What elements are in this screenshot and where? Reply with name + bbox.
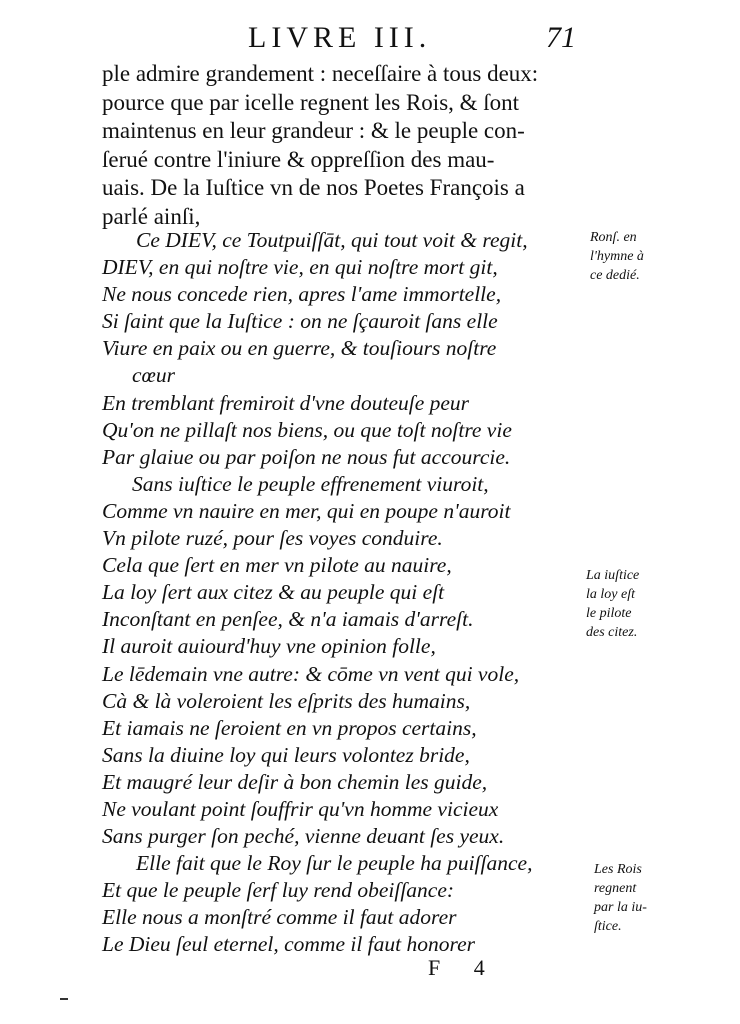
margin-note-line: l'hymne à <box>590 249 644 264</box>
verse-line: Ne voulant point ſouffrir qu'vn homme vicieux <box>102 796 499 821</box>
margin-note-line: Ronſ. en <box>590 230 637 245</box>
verse-line: Cela que ſert en mer vn pilote au nauire, <box>102 553 452 578</box>
verse-line: Et maugré leur deſir à bon chemin les guide, <box>102 769 488 794</box>
verse-line: Et iamais ne ſeroient en vn propos certains, <box>102 715 477 740</box>
margin-note-line: la loy eſt <box>586 587 635 602</box>
prose-line: ſerué contre l'iniure & oppreſſion des mau- <box>102 146 495 172</box>
verse-line: Ne nous concede rien, apres l'ame immortelle, <box>102 282 502 307</box>
prose-paragraph <box>102 60 592 232</box>
margin-note-justice <box>586 566 676 642</box>
verse-line: Vn pilote ruzé, pour ſes voyes conduire. <box>102 526 443 551</box>
running-title: LIVRE III. <box>248 21 432 54</box>
prose-line: parlé ainſi, <box>102 203 201 229</box>
margin-note-line: regnent <box>594 881 637 896</box>
verse-line: Elle nous a monſtré comme il faut adorer <box>102 905 457 930</box>
margin-note-line: La iuſtice <box>586 568 640 583</box>
verse-line: Et que le peuple ſerf luy rend obeiſſance: <box>102 878 455 903</box>
margin-note-line: des citez. <box>586 625 638 640</box>
margin-note-ronsard <box>590 228 680 285</box>
verse-line: Cà & là voleroient les eſprits des humains, <box>102 688 471 713</box>
verse-line: En tremblant fremiroit d'vne douteuſe peur <box>102 390 470 415</box>
margin-note-line: par la iu- <box>594 900 647 915</box>
signature-mark: F 4 <box>428 955 499 980</box>
verse-line: Le Dieu ſeul eternel, comme il faut honorer <box>102 932 475 957</box>
verse-line: Sans purger ſon peché, vienne deuant ſes yeux. <box>102 824 505 849</box>
verse-line: La loy ſert aux citez & au peuple qui eſt <box>102 580 445 605</box>
prose-line: pource que par icelle regnent les Rois, & ſont <box>102 89 520 115</box>
verse-line: Inconſtant en penſee, & n'a iamais d'arreſt. <box>102 607 474 632</box>
verse-line: Qu'on ne pillaſt nos biens, ou que toſt noſtre vie <box>102 417 512 442</box>
verse-line: Par glaiue ou par poiſon ne nous fut accourcie. <box>102 444 511 469</box>
margin-note-line: ce dedié. <box>590 268 640 283</box>
margin-dash <box>60 998 68 1000</box>
margin-note-line: le pilote <box>586 606 632 621</box>
verse-line: Sans iuſtice le peuple effrenement viuroit, <box>132 471 489 496</box>
verse-line: DIEV, en qui noſtre vie, en qui noſtre mort git, <box>102 255 498 280</box>
prose-line: maintenus en leur grandeur : & le peuple con- <box>102 118 525 144</box>
page-number: 71 <box>546 21 576 54</box>
margin-note-rois <box>594 860 684 936</box>
verse-line: cœur <box>132 363 175 388</box>
verse-line: Sans la diuine loy qui leurs volontez bride, <box>102 742 470 767</box>
verse-line: Viure en paix ou en guerre, & touſiours noſtre <box>102 336 497 361</box>
verse-line: Si ſaint que la Iuſtice : on ne ſçauroit ſans elle <box>102 309 498 334</box>
verse-line: Il auroit auiourd'huy vne opinion folle, <box>102 634 436 659</box>
verse-line: Elle fait que le Roy ſur le peuple ha puiſſance, <box>136 851 533 876</box>
verse-line: Comme vn nauire en mer, qui en poupe n'auroit <box>102 498 511 523</box>
margin-note-line: Les Rois <box>594 862 642 877</box>
prose-line: ple admire grandement : neceſſaire à tous deux: <box>102 61 539 86</box>
verse-line: Le lēdemain vne autre: & cōme vn vent qui vole, <box>102 661 520 686</box>
prose-line: uais. De la Iuſtice vn de nos Poetes François a <box>102 175 525 201</box>
verse-line: Ce DIEV, ce Toutpuiſſāt, qui tout voit & regit, <box>136 228 528 252</box>
margin-note-line: ſtice. <box>594 919 622 934</box>
verse-block <box>102 227 592 959</box>
